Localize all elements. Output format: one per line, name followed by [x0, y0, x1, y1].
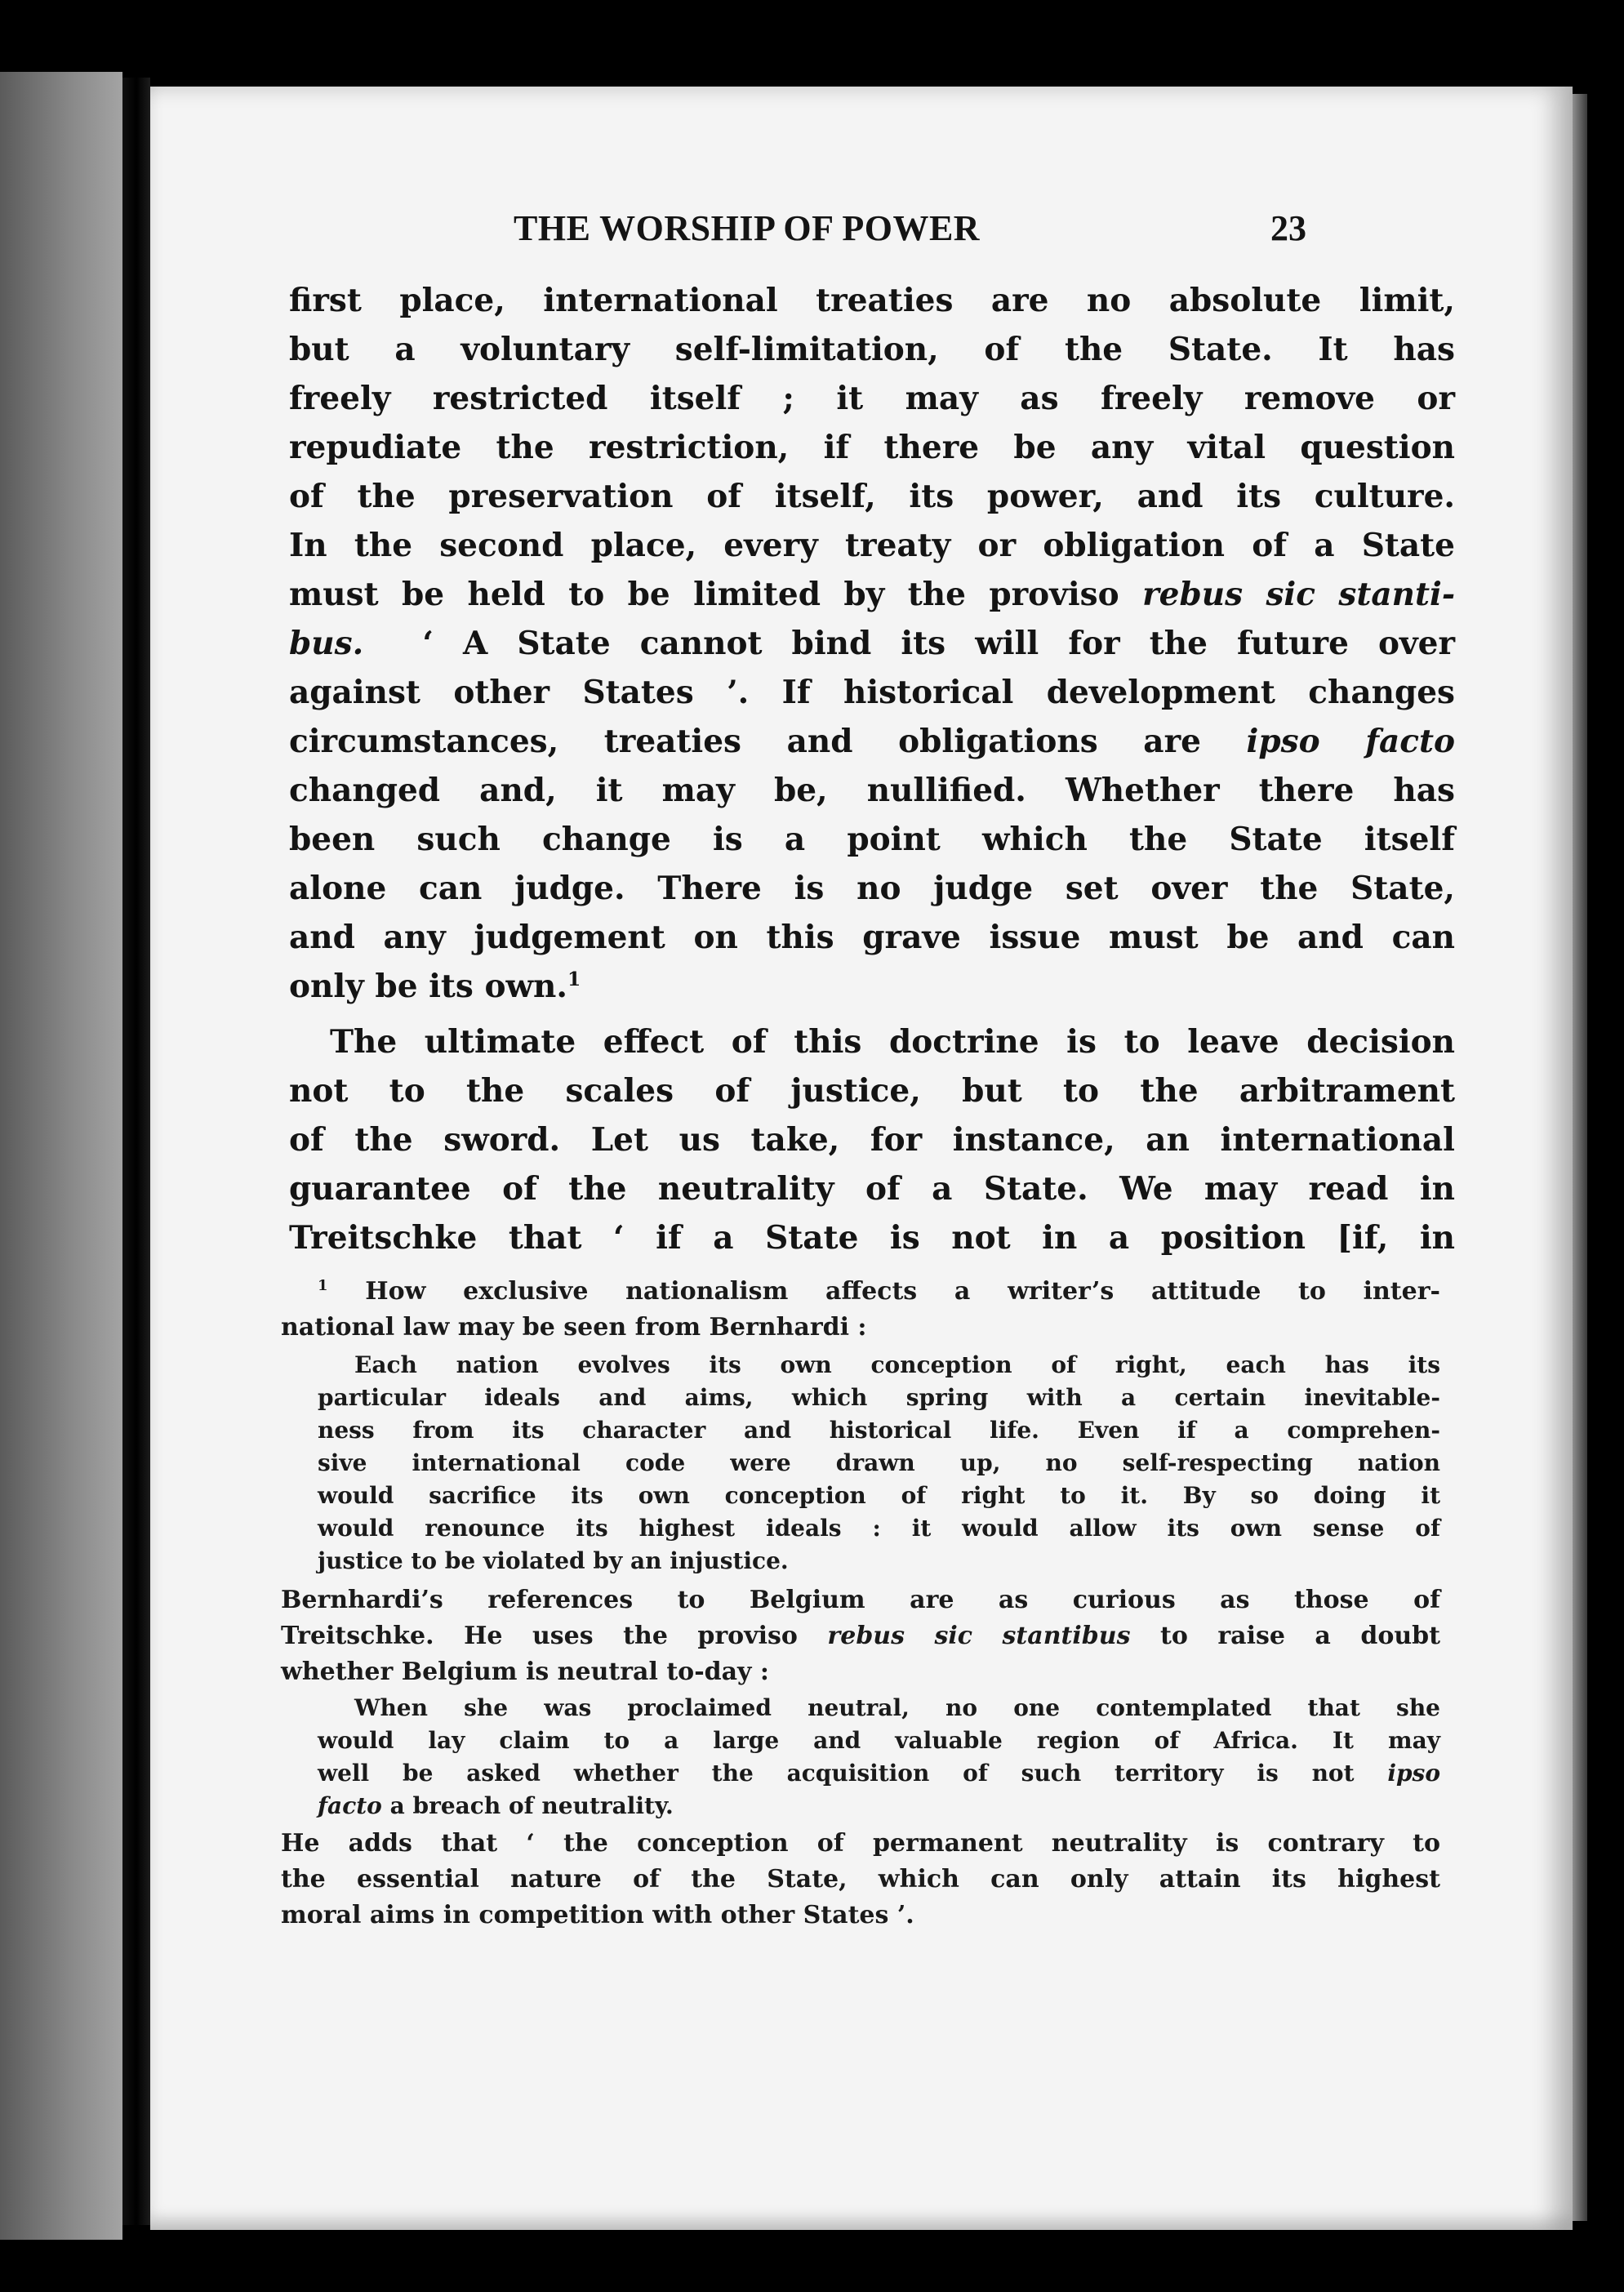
- book-page: [150, 87, 1573, 2230]
- block-quote-line: would lay claim to a large and valuable region of Africa. It may: [318, 1727, 1440, 1754]
- body-line: In the second place, every treaty or obligation of a State: [289, 527, 1455, 564]
- footnote-line: the essential nature of the State, which can only attain its highest: [281, 1865, 1440, 1894]
- body-line: guarantee of the neutrality of a State. We may read in: [289, 1170, 1455, 1208]
- body-line: of the preservation of itself, its power, and its culture.: [289, 478, 1455, 515]
- body-line: but a voluntary self-limitation, of the State. It has: [289, 331, 1455, 368]
- block-quote-line: When she was proclaimed neutral, no one contemplated that she: [354, 1694, 1440, 1721]
- footnote-line: Bernhardi’s references to Belgium are as curious as those of: [281, 1586, 1440, 1614]
- block-quote-line: would renounce its highest ideals : it would allow its own sense of: [318, 1515, 1440, 1542]
- body-line: alone can judge. There is no judge set over the State,: [289, 870, 1455, 907]
- block-quote-line: particular ideals and aims, which spring with a certain inevitable-: [318, 1384, 1440, 1411]
- body-line: Treitschke that ‘ if a State is not in a position [if, in: [289, 1219, 1455, 1257]
- footnote-line: $^1$ How exclusive nationalism affects a writer’s attitude to inter-: [318, 1277, 1440, 1306]
- body-line: circumstances, treaties and obligations are ipso facto: [289, 723, 1456, 760]
- footnote-line: Treitschke. He uses the proviso rebus sic stantibus to raise a doubt: [281, 1622, 1440, 1650]
- book-gutter: [122, 78, 150, 2225]
- footnote-marker: 1: [318, 1277, 328, 1294]
- body-line: of the sword. Let us take, for instance, an international: [289, 1121, 1455, 1159]
- body-line: must be held to be limited by the proviso rebus sic stanti-: [289, 576, 1456, 613]
- body-line: against other States ’. If historical development changes: [289, 674, 1455, 711]
- block-quote-line: would sacrifice its own conception of right to it. By so doing it: [318, 1482, 1440, 1509]
- footnote-line: He adds that ‘ the conception of permanent neutrality is contrary to: [281, 1829, 1440, 1858]
- body-line: changed and, it may be, nullified. Whether there has: [289, 772, 1455, 809]
- body-line: not to the scales of justice, but to the arbitrament: [289, 1072, 1455, 1110]
- body-line: been such change is a point which the State itself: [289, 821, 1455, 858]
- footnote-reference: 1: [567, 968, 581, 990]
- running-title: THE WORSHIP OF POWER: [514, 208, 981, 248]
- page-number: 23: [1270, 208, 1306, 248]
- footnote-line: national law may be seen from Bernhardi :: [281, 1313, 867, 1342]
- body-line: The ultimate effect of this doctrine is to leave decision: [330, 1023, 1455, 1061]
- block-quote-line: ness from its character and historical life. Even if a comprehen-: [318, 1417, 1440, 1444]
- body-line: repudiate the restriction, if there be any vital question: [289, 429, 1455, 466]
- block-quote-line: Each nation evolves its own conception of right, each has its: [354, 1351, 1440, 1378]
- footnote-line: whether Belgium is neutral to-day :: [281, 1658, 770, 1686]
- body-line: and any judgement on this grave issue must be and can: [289, 919, 1455, 956]
- running-header: [150, 207, 1573, 265]
- body-line: freely restricted itself ; it may as freely remove or: [289, 380, 1455, 417]
- body-line: only be its own.$^1$: [289, 968, 581, 1005]
- page-stack-edge: [1573, 94, 1587, 2221]
- footnote-line: moral aims in competition with other States ’.: [281, 1901, 914, 1929]
- body-line: first place, international treaties are no absolute limit,: [289, 282, 1455, 319]
- block-quote-line: facto a breach of neutrality.: [318, 1792, 674, 1819]
- block-quote-line: well be asked whether the acquisition of such territory is not ipso: [318, 1760, 1440, 1787]
- block-quote-line: sive international code were drawn up, no self-respecting nation: [318, 1449, 1440, 1476]
- body-line: bus. ‘ A State cannot bind its will for the future over: [289, 625, 1455, 662]
- previous-page-edge: [0, 72, 122, 2240]
- block-quote-line: justice to be violated by an injustice.: [318, 1547, 789, 1574]
